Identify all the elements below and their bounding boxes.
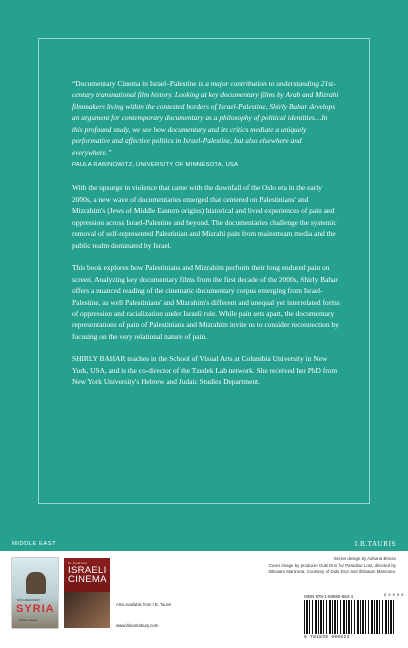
isbn-label: ISBN 978-1-83860-662-4 bbox=[304, 594, 354, 599]
also-available-note: Also available from I.B. Tauris bbox=[116, 602, 172, 607]
cover-credits bbox=[236, 556, 396, 576]
book1-subtitle: DOCUMENTARY bbox=[17, 598, 41, 602]
back-cover-text bbox=[72, 78, 340, 399]
book1-title: SYRIA bbox=[16, 603, 55, 615]
author-bio: SHIRLY BAHAR teaches in the School of Visual Arts at Columbia University in New York, USA, and is the co-director of the Tzedek Lab network. She received her PhD from New York University's Hebrew and Judaic Studies Department. bbox=[72, 354, 338, 387]
book2-title: ISRAELI CINEMA bbox=[68, 565, 107, 586]
barcode-icon bbox=[304, 600, 396, 634]
description-paragraph-1: With the upsurge in violence that came with the downfall of the Oslo era in the early 2000s, a new wave of documentaries emerged that centered on Palestinians' and Mizrahim's (Jews of Middle Eastern origins) historical and lived experiences of pain and oppression across Israel-Palestine and beyond. The documentaries challenge the systemic removal of self-represented Palestinian and Mizrahi pain from mainstream media and the public realm dominated by Israel. bbox=[72, 183, 337, 250]
quote-body: is a major contribution to understanding 21st-century transnational film history. Looking at key documentary films by Arab and Mizrahi filmmakers living within the contested borders of Israel-Palestine, Shirly Bahar develops an argument for contemporary documentary as a philosophy of political identities…In this profound study, we see how documentary and its critics mediate a uniquely performative and affective politics in Israel-Palestine, but also elsewhere and everywhere.” bbox=[72, 79, 339, 157]
related-book-cover-syria bbox=[12, 558, 58, 628]
quote-title: “Documentary Cinema in Israel–Palestine bbox=[72, 79, 197, 88]
credit-line-1: Series design by Adriana Brioso bbox=[333, 556, 396, 561]
category-label: MIDDLE EAST bbox=[12, 541, 57, 547]
publisher-url: www.bloomsbury.com bbox=[116, 623, 159, 628]
publisher-logo: I.B.TAURIS bbox=[354, 540, 396, 548]
category-band bbox=[0, 540, 408, 551]
review-quote bbox=[72, 78, 340, 158]
credit-line-3: Ibtisaam Mara'ana. Courtesy of Duki Dror and Ibtisaam Mara'ana. bbox=[268, 569, 396, 575]
description-paragraph-2: This book explores how Palestinians and Mizrahim perform their long endured pain on screen. Analyzing key documentary films from the first decade of the 2000s, Shirly Bahar offers a nuanced reading of the cinematic documentary corpus emerging from Israel-Palestine, as well Palestinians' and Mizrahim's different and unequal yet interrelated forms of oppression and racialization under Israeli rule. While pain sets apart, the documentary representations of pain of Palestinians and Mizrahim invite us to consider reconnection by focusing on the very relational nature of pain. bbox=[72, 263, 340, 341]
quote-attribution: PAULA RABINOWITZ, UNIVERSITY OF MINNESOTA, USA bbox=[72, 162, 239, 169]
book1-author: Joshua Hagen bbox=[18, 618, 38, 622]
barcode-addon-digits: 9 0 0 0 0 bbox=[384, 594, 404, 598]
cover-figure bbox=[26, 572, 46, 594]
barcode-digits: 9 781838 606624 bbox=[304, 635, 350, 640]
credit-line-2: Cover image by producer Duki Dror for Paradise Lost, directed by bbox=[268, 562, 396, 568]
book2-cover-image bbox=[64, 592, 110, 628]
related-book-cover-israeli-cinema bbox=[64, 558, 110, 628]
book2-author: Dr. Yuval Anat bbox=[68, 561, 87, 565]
